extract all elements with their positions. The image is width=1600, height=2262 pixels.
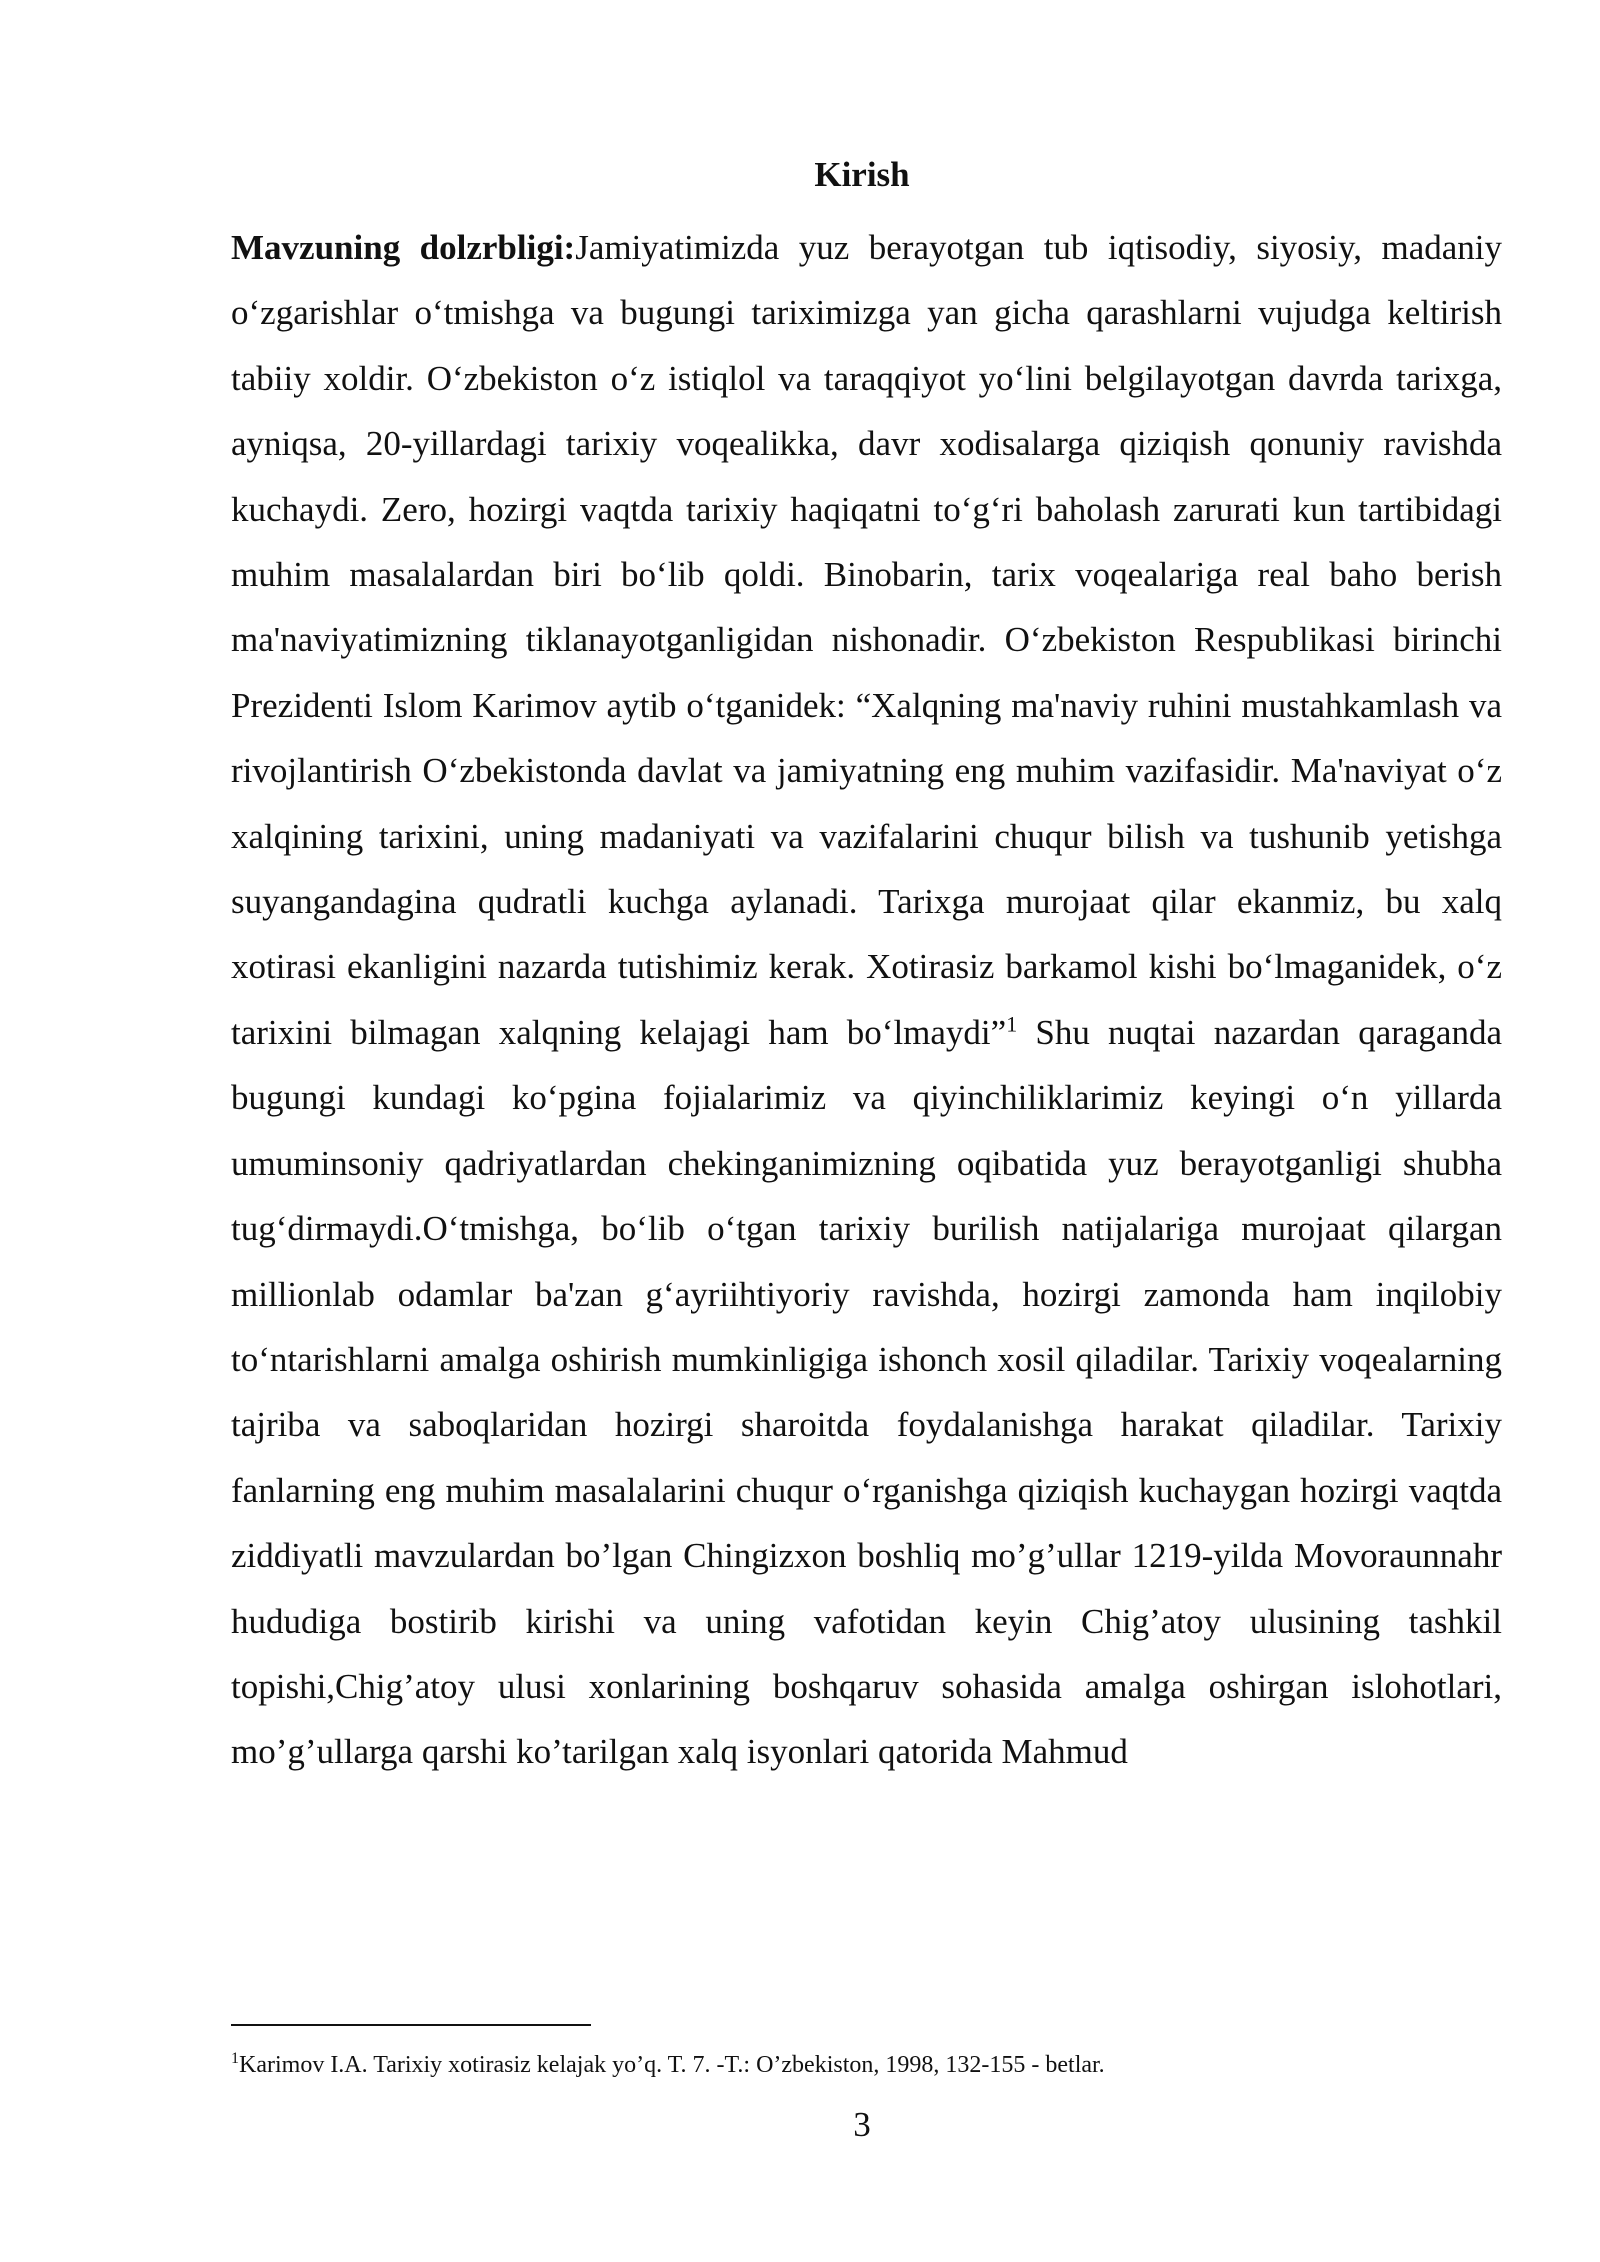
footnote bbox=[231, 2048, 1502, 2082]
paragraph-text-part1: Jamiyatimizda yuz berayotgan tub iqtisodiy, siyosiy, madaniy o‘zgarishlar o‘tmishga va bugungi tariximizga yan gicha qarashlarni vujudga keltirish tabiiy xoldir. O‘zbekiston o‘z istiqlol va taraqqiyot yo‘lini belgilayotgan davrda tarixga, ayniqsa, 20-yillardagi tarixiy voqealikka, davr xodisalarga qiziqish qonuniy ravishda kuchaydi. Zero, hozirgi vaqtda tarixiy haqiqatni to‘g‘ri baholash zarurati kun tartibidagi muhim masalalardan biri bo‘lib qoldi. Binobarin, tarix voqealariga real baho berish ma'naviyatimizning tiklanayotganligidan nishonadir. O‘zbekiston Respublikasi birinchi Prezidenti Islom Karimov aytib o‘tganidek: “Xalqning ma'naviy ruhini mustahkamlash va rivojlantirish O‘zbekistonda davlat va jamiyatning eng muhim vazifasidir. Ma'naviyat o‘z xalqining tarixini, uning madaniyati va vazifalarini chuqur bilish va tushunib yetishga suyangandagina qudratli kuchga aylanadi. Tarixga murojaat qilar ekanmiz, bu xalq xotirasi ekanligini nazarda tutishimiz kerak. Xotirasiz barkamol kishi bo‘lmaganidek, o‘z tarixini bilmagan xalqning kelajagi ham bo‘lmaydi” bbox=[231, 228, 1502, 1052]
footnote-number: 1 bbox=[231, 2050, 239, 2067]
footnote-reference[interactable]: 1 bbox=[1006, 1011, 1018, 1037]
paragraph-text-part2: Shu nuqtai nazardan qaraganda bugungi kundagi ko‘pgina fojialarimiz va qiyinchiliklarimiz keyingi o‘n yillarda umuminsoniy qadriyatlardan chekinganimizning oqibatida yuz berayotganligi shubha tug‘dirmaydi.O‘tmishga, bo‘lib o‘tgan tarixiy burilish natijalariga murojaat qilargan millionlab odamlar ba'zan g‘ayriihtiyoriy ravishda, hozirgi zamonda ham inqilobiy to‘ntarishlarni amalga oshirish mumkinligiga ishonch xosil qiladilar. Tarixiy voqealarning tajriba va saboqlaridan hozirgi sharoitda foydalanishga harakat qiladilar. Tarixiy fanlarning eng muhim masalalarini chuqur o‘rganishga qiziqish kuchaygan hozirgi vaqtda ziddiyatli mavzulardan bo’lgan Chingizxon boshliq mo’g’ullar 1219-yilda Movoraunnahr hududiga bostirib kirishi va uning vafotidan keyin Chig’atoy ulusining tashkil topishi,Chig’atoy ulusi xonlarining boshqaruv sohasida amalga oshirgan islohotlari, mo’g’ullarga qarshi ko’tarilgan xalq isyonlari qatorida Mahmud bbox=[231, 1012, 1502, 1772]
footnote-separator bbox=[231, 2024, 591, 2026]
section-title: Kirish bbox=[814, 155, 910, 194]
footnote-text: Karimov I.A. Tarixiy xotirasiz kelajak yo’q. T. 7. -T.: O’zbekiston, 1998, 132-155 - betlar. bbox=[239, 2052, 1105, 2078]
body-paragraph bbox=[231, 215, 1502, 1785]
page-number: 3 bbox=[853, 2105, 871, 2144]
lead-label: Mavzuning dolzrbligi: bbox=[231, 228, 576, 267]
